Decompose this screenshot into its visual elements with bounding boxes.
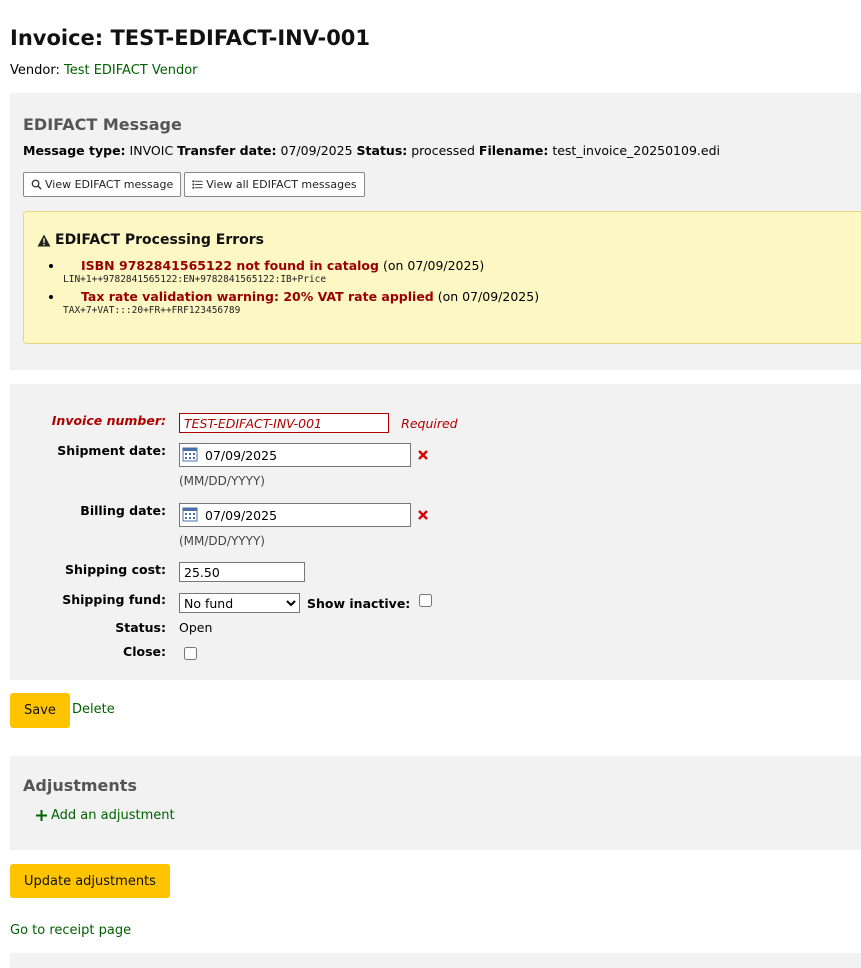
edifact-buttons: [23, 172, 365, 197]
page-title: Invoice: TEST-EDIFACT-INV-001: [10, 26, 371, 50]
shipping-fund-select[interactable]: [179, 593, 300, 613]
status-label: Status:: [115, 620, 166, 635]
view-all-edifact-messages-label: View all EDIFACT messages: [206, 178, 357, 191]
billing-date-field: [179, 503, 429, 548]
shipment-date-hint: (MM/DD/YYYY): [179, 474, 265, 488]
message-type-value: INVOIC: [129, 143, 174, 158]
edifact-heading: EDIFACT Message: [23, 115, 182, 134]
shipment-date-field: [179, 443, 429, 488]
shipping-cost-label: Shipping cost:: [65, 562, 166, 577]
adjustments-panel: [10, 756, 861, 850]
close-checkbox[interactable]: [184, 647, 197, 660]
vendor-line: [10, 63, 198, 78]
billing-date-input[interactable]: [179, 503, 411, 527]
adjustments-heading: Adjustments: [23, 776, 137, 795]
message-type-label: Message type:: [23, 143, 126, 158]
shipping-cost-field: [179, 562, 305, 582]
list-icon: [192, 179, 203, 190]
shipping-fund-label: Shipping fund:: [62, 592, 166, 607]
receipt-page-link[interactable]: Go to receipt page: [10, 923, 132, 938]
close-field: [184, 646, 197, 661]
error-code: LIN+1++9782841565122:EN+9782841565122:IB+Price: [63, 274, 327, 285]
edi-status-label: Status:: [356, 143, 408, 158]
invoice-number-label: Invoice number:: [51, 413, 166, 428]
view-all-edifact-messages-button[interactable]: [184, 172, 364, 197]
billing-date-hint: (MM/DD/YYYY): [179, 534, 265, 548]
edifact-meta: [23, 143, 720, 158]
calendar-icon[interactable]: [182, 506, 198, 522]
add-adjustment-label: Add an adjustment: [51, 808, 175, 823]
warning-icon: [37, 234, 51, 247]
edifact-panel: [10, 93, 861, 370]
clear-shipment-date-icon[interactable]: [417, 449, 429, 461]
transfer-date-label: Transfer date:: [177, 143, 277, 158]
calendar-icon[interactable]: [182, 446, 198, 462]
bottom-panel: [10, 953, 861, 968]
update-adjustments-button[interactable]: Update adjustments: [10, 864, 170, 898]
edifact-errors-heading: [37, 232, 264, 248]
view-edifact-message-label: View EDIFACT message: [45, 178, 174, 191]
required-text: Required: [401, 415, 458, 431]
edifact-error-list: [63, 258, 539, 320]
error-date: (on 07/09/2025): [437, 289, 540, 304]
view-edifact-message-button[interactable]: [23, 172, 181, 197]
filename-label: Filename:: [478, 143, 549, 158]
add-adjustment-link[interactable]: [36, 808, 175, 823]
shipment-date-picker: [179, 443, 429, 467]
edifact-errors-box: [23, 211, 861, 344]
filename-value: test_invoice_20250109.edi: [552, 143, 720, 158]
invoice-number-field: [179, 413, 458, 433]
error-code: TAX+7+VAT:::20+FR++FRF123456789: [63, 305, 241, 316]
edifact-errors-title: EDIFACT Processing Errors: [55, 232, 265, 248]
vendor-link[interactable]: Test EDIFACT Vendor: [63, 63, 198, 78]
shipping-cost-input[interactable]: [179, 562, 305, 582]
billing-date-picker: [179, 503, 429, 527]
transfer-date-value: 07/09/2025: [280, 143, 353, 158]
vendor-label: Vendor:: [10, 63, 60, 78]
show-inactive-label: Show inactive:: [307, 595, 411, 611]
error-date: (on 07/09/2025): [382, 258, 485, 273]
save-button[interactable]: Save: [10, 693, 70, 728]
close-label: Close:: [123, 644, 166, 659]
billing-date-label: Billing date:: [80, 503, 166, 518]
shipping-fund-field: [179, 593, 432, 613]
error-title: ISBN 9782841565122 not found in catalog: [81, 258, 379, 273]
shipment-date-input[interactable]: [179, 443, 411, 467]
error-title: Tax rate validation warning: 20% VAT rate applied: [81, 289, 434, 304]
show-inactive-checkbox[interactable]: [419, 594, 432, 607]
clear-billing-date-icon[interactable]: [417, 509, 429, 521]
shipment-date-label: Shipment date:: [57, 443, 166, 458]
delete-link[interactable]: Delete: [72, 702, 115, 717]
edi-status-value: processed: [411, 143, 475, 158]
invoice-number-input[interactable]: [179, 413, 389, 433]
error-item: [63, 258, 539, 285]
invoice-form-panel: [10, 384, 861, 680]
status-value: Open: [179, 620, 213, 635]
error-item: [63, 289, 539, 316]
search-icon: [31, 179, 42, 190]
plus-icon: [36, 810, 47, 821]
